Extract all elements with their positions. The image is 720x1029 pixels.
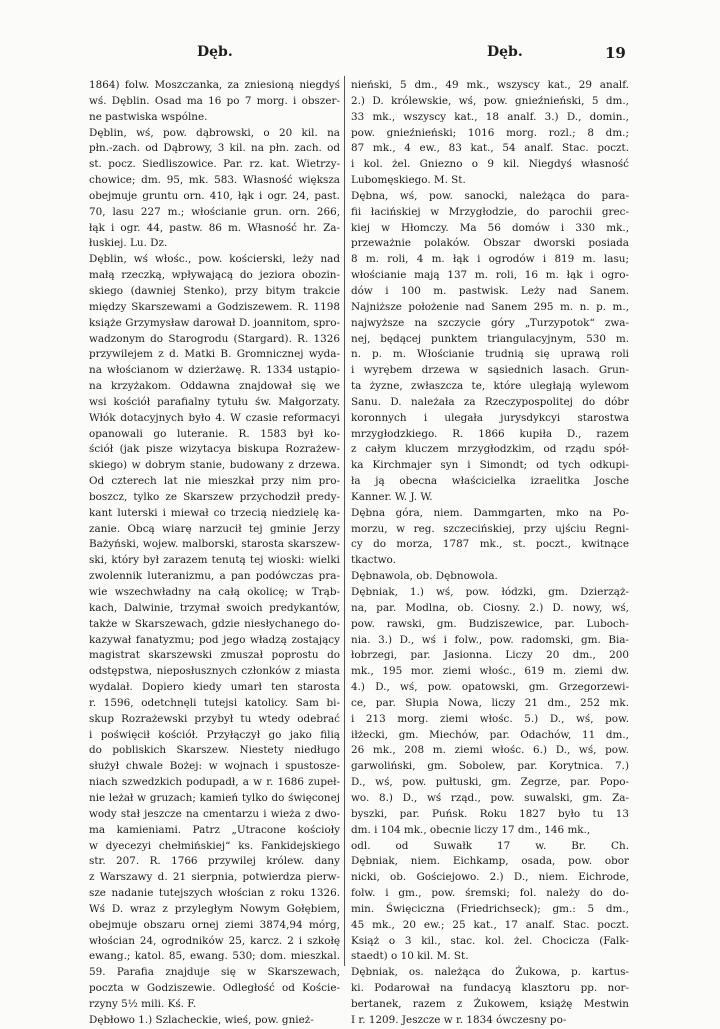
left-column-line: Wś D. wraz z przyległym Nowym Gołębiem, [89,902,340,915]
right-column-line: wo. 8.) D., wś rząd., pow. suwalski, gm. Za- [351,791,629,804]
right-column-line: Dębna, wś, pow. sanocki, należąca do para- [351,189,629,202]
right-column-line: Lubomęskiego. M. St. [351,174,466,187]
left-column-line: Dęblin, wś włośc., pow. kościerski, leży nad [89,253,340,266]
right-column-line: bertanek, razem z Żukowem, książę Mestwin [351,997,629,1010]
left-column-line: ne pastwiska wspólne. [89,110,208,123]
left-column-line: sze nadanie tutejszych włościan z roku 1326. [89,887,340,900]
right-column-line: ta żyzne, zwłaszcza te, które uległają wylewom [351,380,629,393]
left-column-line: kant luterski i miewał co trzecią niedzielę ka- [89,506,340,519]
running-head-center: Dęb. [487,44,523,60]
right-column-line: I r. 1209. Jeszcze w r. 1834 ówczesny po- [351,1013,567,1026]
left-column-line: odstępstwa, nieposłusznych członków z miasta [89,665,340,678]
right-column-line: pow. rawski, gm. Budziszewice, par. Luboch- [351,617,629,630]
right-column-line: garwoliński, gm. Sobolew, par. Korytnica. 7.) [351,760,629,773]
left-column-line: nie leżał w gruzach; kamień tylko do święconej [89,791,340,804]
left-column-line: niach szwedzkich podupadł, a w r. 1686 zupeł- [89,776,340,789]
right-column-line: i 213 morg. ziemi włośc. 5.) D., wś, pow. [351,712,629,725]
left-column-line: przywilejem z d. Matki B. Gromnicznej wyda- [89,348,340,361]
right-column-line: fii łacińskiej w Mrzygłodzie, do parochii grec- [351,205,629,218]
left-column-line: rzyny 5½ mili. Kś. F. [89,997,197,1010]
right-column-line: odl. od Suwałk 17 w. Br. Ch. [351,839,629,852]
right-column-line: tkactwo. [351,554,396,567]
left-column-line: ski, który był zarazem tenutą tej wioski: wielki [89,554,340,567]
right-column-line: nicki, ob. Gościejowo. 2.) D., niem. Eichrode, [351,871,629,884]
left-column-line: obejmuje gruntu orn. 410, łąk i ogr. 24, past. [89,189,340,202]
left-column [89,78,340,1029]
left-column-line: wody stał jeszcze na cmentarzu i wieża z dwo- [89,807,340,820]
page-number: 19 [605,44,626,62]
right-column-line: włościanie mają 137 m. roli, 16 m. łąk i ogro- [351,269,629,282]
column-divider [344,76,345,966]
right-column-line: Książ o 3 kil., stac. kol. żel. Chocicza (Falk- [351,934,629,947]
left-column-line: łuskiej. Lu. Dz. [89,237,168,250]
left-column-line: skiego) w dobrym stanie, budowany z drzewa. [89,459,340,472]
left-column-line: magistrat skarszewski zmuszał poprostu do [89,649,340,662]
right-column-line: 45 mk., 20 ew.; 25 kat., 17 analf. Stac. poczt. [351,918,629,931]
left-column-line: kach, Dalwinie, trzymał swoich predykantów, [89,601,340,614]
left-column-line: w dyecezyi chełmińskiej“ ks. Fankidejskiego [89,839,340,852]
left-column-line: boszcz, tylko ze Skarszew przychodził predy- [89,490,340,503]
left-column-line: chowice; dm. 95, mk. 583. Własność większa [89,174,340,187]
left-column-line: kazywał fanatyzmu; pod jego władzą zostający [89,633,340,646]
left-column-line: także w Skarszewach, gdzie niesłychanego do- [89,617,340,630]
right-column-line: Dębniak, os. należąca do Żukowa, p. kartus- [351,966,629,979]
left-column-line: między Skarszewami a Godziszewem. R. 1198 [89,300,340,313]
right-column-line: ce, par. Słupia Nowa, liczy 21 dm., 252 mk. [351,696,629,709]
right-column-line: i wyrębem drzewa w sąsiednich lasach. Grun- [351,364,629,377]
right-column-line: łobrzegi, par. Jasionna. Liczy 20 dm., 200 [351,649,629,662]
right-column-line: morzu, w reg. szczecińskiej, przy ujściu Regni- [351,522,629,535]
right-column [351,78,629,1029]
left-column-line: zwolennik luteranizmu, a pan podówczas pra- [89,570,340,583]
left-column-line: 59. Parafia znajduje się w Skarszewach, [89,966,340,979]
right-column-line: koronnych i ulegała jurysdykcyi starostwa [351,411,629,424]
left-column-line: wadzonym do Starogrodu (Stargard). R. 1326 [89,332,340,345]
left-column-line: wydalał. Dopiero kiedy umarł ten starosta [89,681,340,694]
right-column-line: Dębnawola, ob. Dębnowola. [351,570,498,583]
right-column-line: byszki, par. Puńsk. Roku 1827 było tu 13 [351,807,629,820]
left-column-line: Bażyński, wojew. malborski, starosta skarszew- [89,538,340,551]
left-column-line: służył chwale Bożej: w wojnach i spustosze- [89,760,340,773]
left-column-line: na włościanom w dzierżawę. R. 1334 ustąpio- [89,364,340,377]
left-column-line: wie wszechwładny na całą okolicę; w Trąb- [89,586,340,598]
right-column-line: folw. i gm., pow. śremski; fol. należy do do- [351,887,629,900]
right-column-line: i kol. żel. Gniezno o 9 kil. Niegdyś własność [351,158,629,171]
right-column-line: dów i 100 m. pastwisk. Leży nad Sanem. [351,284,629,297]
right-column-line: dm. i 104 mk., obecnie liczy 17 dm., 146 mk., [351,823,591,836]
right-column-line: Dębniak, niem. Eichkamp, osada, pow. obor [351,855,629,868]
left-column-line: wsi kościół parafialny tytułu św. Małgorzaty. [89,395,340,408]
right-column-line: nej, będącej punktem triangulacyjnym, 530 m. [351,332,629,345]
left-column-line: obejmuje obszaru ornej ziemi 3874,94 mórg, [89,918,340,931]
right-column-line: Kanner. W. J. W. [351,490,433,503]
right-column-line: z całym kluczem mrzygłodzkim, od rządu spół- [351,443,629,456]
right-column-line: 2.) D. królewskie, wś, pow. gnieźnieński, 5 dm., [351,94,629,107]
right-column-line: mrzygłodzkiego. R. 1866 kupiła D., razem [351,427,629,440]
right-column-line: D., wś, pow. pułtuski, gm. Zegrze, par. Popo- [351,776,629,789]
page-header [0,44,720,68]
right-column-line: iłżecki, gm. Miechów, par. Odachów, 11 dm., [351,728,629,741]
left-column-line: Od czterech lat nie mieszkał przy nim pro- [89,475,340,488]
left-column-line: r. 1596, odetchnęli tutejsi katolicy. Sam bi- [89,696,340,709]
left-column-line: opanowali go luteranie. R. 1583 był ko- [89,427,340,440]
right-column-line: ki. Podarował na fundacyą klasztoru pp. nor- [351,982,629,995]
right-column-line: cy do morza, 1787 mk., st. poczt., kwitnące [351,538,629,551]
right-column-line: nieński, 5 dm., 49 mk., wszyscy kat., 29 analf. [351,79,629,91]
left-column-line: zanie. Obcą wiarę narzucił tej gminie Jerzy [89,522,340,535]
left-column-line: ściół (jak pisze wizytacya biskupa Rozrażew- [89,443,340,456]
right-column-line: 8 m. roli, 4 m. łąk i ogrodów i 819 m. lasu; [351,253,629,266]
left-column-line: i poświęcił kościół. Przyłączył go jako filią [89,728,340,741]
left-column-line: łąk i ogr. 44, pastw. 86 m. Własność hr. Za- [89,221,340,234]
left-column-line: Włók dotacyjnych było 4. W czasie reformacyi [89,411,340,424]
left-column-line: skup Rozrażewski przybył tu wtedy odebrać [89,712,340,725]
right-column-line: 26 mk., 208 m. ziemi włośc. 6.) D., wś, pow. [351,744,629,757]
right-column-line: Sanu. D. należała za Rzeczypospolitej do dóbr [351,395,629,408]
right-column-line: Najniższe położenie nad Sanem 295 m. n. p. m., [351,300,629,313]
right-column-line: 33 mk., wszyscy kat., 18 analf. 3.) D., domin., [351,110,629,123]
left-column-line: na krzyżakom. Oddawna znajdował się we [89,380,340,393]
left-column-line: książe Grzymysław darował D. joannitom, spro- [89,316,340,329]
left-column-line: do pobliskich Skarszew. Niestety niedługo [89,744,340,757]
right-column-line: Dębna góra, niem. Dammgarten, mko na Po- [351,506,629,519]
left-column-line: 1864) folw. Moszczanka, za zniesioną niegdyś [89,79,340,91]
right-column-line: najwyższe na szczycie góry „Turzypotok“ zwa- [351,316,629,329]
right-column-line: n. p. m. Włościanie trudnią się uprawą roli [351,348,629,361]
left-column-line: st. pocz. Siedliszowice. Par. rz. kat. Wietrzy- [89,158,340,171]
left-column-line: z Warszawy d. 21 sierpnia, potwierdza pierw- [89,871,340,884]
left-column-line: Dęblin, wś, pow. dąbrowski, o 20 kil. na [89,126,340,139]
left-column-line: ewang.; katol. 85, ewang. 530; dom. mieszkal. [89,950,340,963]
left-column-line: Dębłowo 1.) Szlacheckie, wieś, pow. gnież- [89,1013,314,1026]
right-column-line: staedt) o 10 kil. M. St. [351,950,469,963]
left-column-line: str. 207. R. 1766 przywilej królew. dany [89,855,340,868]
left-column-line: ma kamieniami. Patrz „Utracone kościoły [89,823,340,836]
right-column-line: ła ją obecna właścicielka izraelitka Josche [351,475,629,488]
right-column-line: na, par. Modlna, ob. Ciosny. 2.) D. nowy, wś, [351,601,629,614]
left-column-line: skiego (dawniej Stenko), przy bitym trakcie [89,284,340,297]
right-column-line: przeważnie polaków. Obszar dworski posiada [351,237,629,250]
left-column-line: małą rzeczką, wpływającą do jeziora obozin- [89,269,340,282]
right-column-line: 87 mk., 4 ew., 83 kat., 54 analf. Stac. poczt. [351,142,629,155]
right-column-line: 4.) D., wś, pow. opatowski, gm. Grzegorzewi- [351,681,629,694]
running-head-left: Dęb. [197,44,233,60]
right-column-line: mk., 195 mor. ziemi włośc., 619 m. ziemi dw. [351,665,629,678]
right-column-line: Dębniak, 1.) wś, pow. łódzki, gm. Dzierząż- [351,586,629,598]
left-column-line: 70, lasu 227 m.; włościanie grun. orn. 266, [89,205,340,218]
left-column-line: włościan 24, ogrodników 25, karcz. 2 i szkołę [89,934,340,947]
left-column-line: poczta w Godziszewie. Odległość od Koście- [89,982,340,995]
right-column-line: kiej w Hłomczy. Ma 56 domów i 330 mk., [351,221,629,234]
right-column-line: min. Święciczna (Friedrichseck); gm.: 5 dm., [351,902,629,915]
right-column-line: ka Kirchmajer syn i Simondt; od tych odkupi- [351,459,629,472]
left-column-line: płn.-zach. od Dąbrowy, 3 kil. na płn. zach. od [89,142,340,155]
left-column-line: wś. Dęblin. Osad ma 16 po 7 morg. i obszer- [89,94,340,107]
right-column-line: pow. gnieźnieński; 1016 morg. rozl.; 8 dm.; [351,126,629,139]
right-column-line: nia. 3.) D., wś i folw., pow. radomski, gm. Bia- [351,633,629,646]
